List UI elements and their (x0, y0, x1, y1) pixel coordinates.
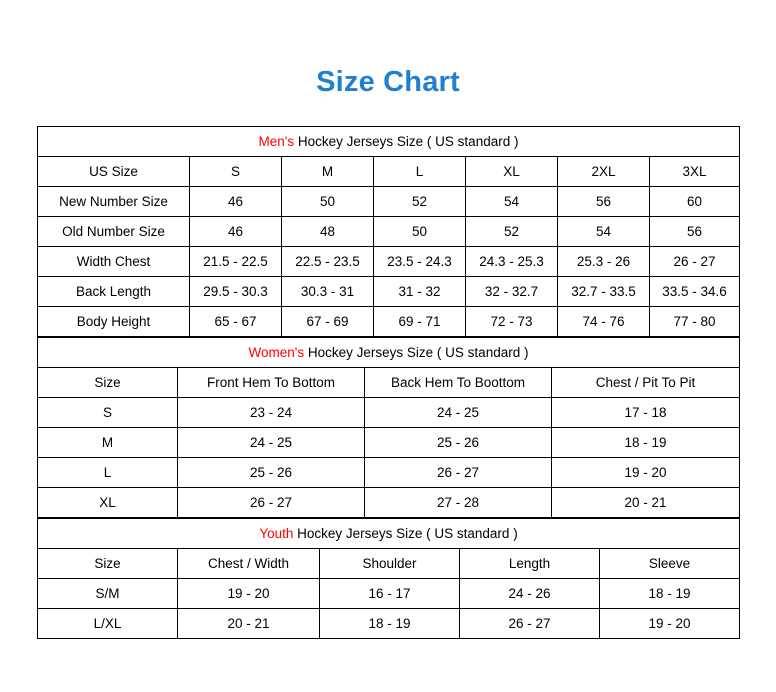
womens-row-3-val-1: 27 - 28 (365, 488, 552, 518)
youth-size-table (37, 518, 740, 639)
youth-section-header (38, 519, 740, 549)
mens-row-1-label: Old Number Size (38, 217, 190, 247)
table-row (38, 277, 740, 307)
table-row (38, 458, 740, 488)
mens-row-3-val-4: 32.7 - 33.5 (558, 277, 650, 307)
mens-row-2-val-0: 21.5 - 22.5 (190, 247, 282, 277)
mens-row-4-val-1: 67 - 69 (282, 307, 374, 337)
womens-row-1-val-2: 18 - 19 (552, 428, 740, 458)
youth-col-3: Length (460, 549, 600, 579)
womens-column-headers (38, 368, 740, 398)
mens-row-0-label: New Number Size (38, 187, 190, 217)
mens-row-3-val-0: 29.5 - 30.3 (190, 277, 282, 307)
mens-row-3-val-5: 33.5 - 34.6 (650, 277, 740, 307)
womens-row-0-label: S (38, 398, 178, 428)
youth-row-1-val-3: 19 - 20 (600, 609, 740, 639)
mens-row-4-val-0: 65 - 67 (190, 307, 282, 337)
mens-row-4-val-2: 69 - 71 (374, 307, 466, 337)
youth-col-1: Chest / Width (178, 549, 320, 579)
table-row (38, 609, 740, 639)
table-row (38, 307, 740, 337)
table-row (38, 217, 740, 247)
table-row (38, 488, 740, 518)
mens-row-1-val-2: 50 (374, 217, 466, 247)
mens-row-1-val-5: 56 (650, 217, 740, 247)
youth-col-2: Shoulder (320, 549, 460, 579)
youth-row-0-val-3: 18 - 19 (600, 579, 740, 609)
youth-header-rest: Hockey Jerseys Size ( US standard ) (293, 526, 518, 541)
womens-row-3-val-2: 20 - 21 (552, 488, 740, 518)
mens-row-1-val-4: 54 (558, 217, 650, 247)
mens-row-0-val-2: 52 (374, 187, 466, 217)
youth-col-0: Size (38, 549, 178, 579)
mens-col-5: 2XL (558, 157, 650, 187)
youth-row-1-val-1: 18 - 19 (320, 609, 460, 639)
mens-row-1-val-0: 46 (190, 217, 282, 247)
mens-row-3-val-1: 30.3 - 31 (282, 277, 374, 307)
mens-column-headers (38, 157, 740, 187)
mens-row-0-val-3: 54 (466, 187, 558, 217)
mens-header-rest: Hockey Jerseys Size ( US standard ) (294, 134, 519, 149)
mens-row-3-val-2: 31 - 32 (374, 277, 466, 307)
womens-col-1: Front Hem To Bottom (178, 368, 365, 398)
mens-row-0-val-4: 56 (558, 187, 650, 217)
womens-col-3: Chest / Pit To Pit (552, 368, 740, 398)
youth-row-0-val-2: 24 - 26 (460, 579, 600, 609)
page-title: Size Chart (316, 66, 460, 98)
table-row (38, 579, 740, 609)
youth-row-0-val-1: 16 - 17 (320, 579, 460, 609)
table-row (38, 247, 740, 277)
mens-row-3-label: Back Length (38, 277, 190, 307)
mens-col-6: 3XL (650, 157, 740, 187)
womens-row-1-label: M (38, 428, 178, 458)
womens-header-rest: Hockey Jerseys Size ( US standard ) (304, 345, 529, 360)
womens-col-2: Back Hem To Boottom (365, 368, 552, 398)
youth-section-header-cell (38, 519, 740, 549)
mens-row-2-val-4: 25.3 - 26 (558, 247, 650, 277)
mens-col-4: XL (466, 157, 558, 187)
mens-row-3-val-3: 32 - 32.7 (466, 277, 558, 307)
womens-row-2-label: L (38, 458, 178, 488)
womens-header-accent: Women's (248, 345, 305, 360)
womens-section-header (38, 338, 740, 368)
mens-col-2: M (282, 157, 374, 187)
mens-col-3: L (374, 157, 466, 187)
womens-row-1-val-0: 24 - 25 (178, 428, 365, 458)
mens-col-0: US Size (38, 157, 190, 187)
mens-section-header-cell (38, 127, 740, 157)
mens-row-1-val-3: 52 (466, 217, 558, 247)
womens-section-header-cell (38, 338, 740, 368)
mens-header-accent: Men's (258, 134, 295, 149)
womens-row-0-val-1: 24 - 25 (365, 398, 552, 428)
mens-row-4-val-4: 74 - 76 (558, 307, 650, 337)
mens-row-2-val-3: 24.3 - 25.3 (466, 247, 558, 277)
mens-row-0-val-0: 46 (190, 187, 282, 217)
table-row (38, 398, 740, 428)
mens-row-4-val-5: 77 - 80 (650, 307, 740, 337)
mens-row-2-val-2: 23.5 - 24.3 (374, 247, 466, 277)
mens-row-2-label: Width Chest (38, 247, 190, 277)
womens-row-0-val-2: 17 - 18 (552, 398, 740, 428)
mens-row-0-val-1: 50 (282, 187, 374, 217)
youth-row-0-label: S/M (38, 579, 178, 609)
mens-section-header (38, 127, 740, 157)
table-row (38, 187, 740, 217)
womens-col-0: Size (38, 368, 178, 398)
womens-row-2-val-0: 25 - 26 (178, 458, 365, 488)
youth-row-1-label: L/XL (38, 609, 178, 639)
youth-column-headers (38, 549, 740, 579)
womens-row-3-val-0: 26 - 27 (178, 488, 365, 518)
table-row (38, 428, 740, 458)
mens-row-4-val-3: 72 - 73 (466, 307, 558, 337)
womens-row-3-label: XL (38, 488, 178, 518)
youth-row-0-val-0: 19 - 20 (178, 579, 320, 609)
youth-row-1-val-2: 26 - 27 (460, 609, 600, 639)
mens-row-2-val-5: 26 - 27 (650, 247, 740, 277)
youth-header-accent: Youth (259, 526, 294, 541)
womens-row-0-val-0: 23 - 24 (178, 398, 365, 428)
mens-size-table (37, 126, 740, 337)
womens-row-1-val-1: 25 - 26 (365, 428, 552, 458)
size-chart-tables (37, 126, 739, 639)
womens-row-2-val-1: 26 - 27 (365, 458, 552, 488)
mens-row-2-val-1: 22.5 - 23.5 (282, 247, 374, 277)
mens-row-4-label: Body Height (38, 307, 190, 337)
mens-row-0-val-5: 60 (650, 187, 740, 217)
womens-row-2-val-2: 19 - 20 (552, 458, 740, 488)
womens-size-table (37, 337, 740, 518)
mens-row-1-val-1: 48 (282, 217, 374, 247)
mens-col-1: S (190, 157, 282, 187)
youth-row-1-val-0: 20 - 21 (178, 609, 320, 639)
youth-col-4: Sleeve (600, 549, 740, 579)
